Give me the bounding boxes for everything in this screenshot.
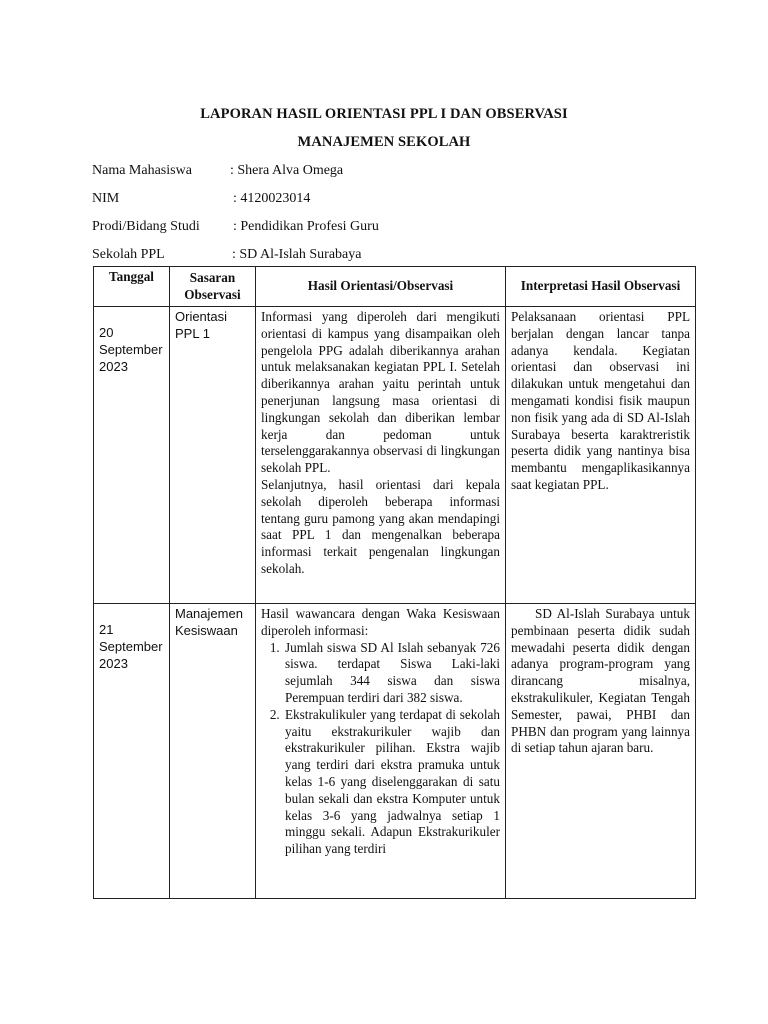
date-cell: 21 September 2023 xyxy=(94,604,170,899)
document-subtitle: MANAJEMEN SEKOLAH xyxy=(297,134,471,150)
sasaran-cell: Orientasi PPL 1 xyxy=(170,307,256,604)
hasil-cell xyxy=(256,307,506,604)
table-row xyxy=(94,604,696,899)
info-value: : Pendidikan Profesi Guru xyxy=(233,219,379,234)
hasil-list xyxy=(261,640,500,858)
list-item: 2. Ekstrakulikuler yang terdapat di sekolah yaitu ekstrakurikuler wajib dan ekstrakurikuler pilihan. Ekstra wajib yang terdiri dari ekstra pramuka untuk kelas 1-6 yang diselenggarakan di satu bulan sekali dan ekstra Komputer untuk kelas 3-6 yang jadwalnya setiap 1 minggu sekali. Adapun Ekstrakurikuler pilihan yang terdiri xyxy=(283,707,500,858)
header-hasil: Hasil Orientasi/Observasi xyxy=(256,267,506,307)
header-tanggal: Tanggal xyxy=(94,267,170,307)
table-row xyxy=(94,307,696,604)
info-label: Prodi/Bidang Studi xyxy=(92,219,200,234)
table-header-row xyxy=(94,267,696,307)
list-item: 1. Jumlah siswa SD Al Islah sebanyak 726 siswa. terdapat Siswa Laki-laki sejumlah 344 siswa dan siswa Perempuan terdiri dari 382 siswa. xyxy=(283,640,500,707)
info-label: Nama Mahasiswa xyxy=(92,163,192,178)
info-value: : Shera Alva Omega xyxy=(230,163,344,178)
hasil-paragraph: Informasi yang diperoleh dari mengikuti orientasi di kampus yang disampaikan oleh pengelola PPG adalah diberikannya arahan untuk melaksanakan kegiatan PPL I. Setelah diberikannya arahan yaitu perintah untuk penerjunan langsung masa orientasi di lingkungan sekolah dan diberikan lembar kerja dan pedoman untuk terselenggarakannya observasi di lingkungan sekolah PPL. xyxy=(261,309,500,476)
hasil-cell xyxy=(256,604,506,899)
sasaran-cell: Manajemen Kesiswaan xyxy=(170,604,256,899)
report-table xyxy=(93,266,696,899)
interpretasi-cell: SD Al-Islah Surabaya untuk pembinaan peserta didik sudah mewadahi peserta didik dengan adanya program-program yang dirancang misalnya, ekstrakulikuler, Kegiatan Tengah Semester, pawai, PHBI dan PHBN dan program yang lainnya di setiap tahun ajaran baru. xyxy=(506,604,696,899)
info-label: Sekolah PPL xyxy=(92,247,165,262)
date-cell: 20 September 2023 xyxy=(94,307,170,604)
header-interpretasi: Interpretasi Hasil Observasi xyxy=(506,267,696,307)
document-title: LAPORAN HASIL ORIENTASI PPL I DAN OBSERVASI xyxy=(200,106,568,122)
info-value: : SD Al-Islah Surabaya xyxy=(232,247,362,262)
hasil-intro: Hasil wawancara dengan Waka Kesiswaan diperoleh informasi: xyxy=(261,606,500,638)
header-sasaran: Sasaran Observasi xyxy=(170,267,256,307)
hasil-paragraph: Selanjutnya, hasil orientasi dari kepala sekolah diperoleh beberapa informasi tentang guru pamong yang akan mendapingi saat PPL 1 dan mengenalkan beberapa informasi terkait pengenalan lingkungan sekolah. xyxy=(261,476,500,576)
info-label: NIM xyxy=(92,191,120,206)
interpretasi-cell: Pelaksanaan orientasi PPL berjalan dengan lancar tanpa adanya kendala. Kegiatan orientasi dan observasi ini dilakukan untuk mengetahui dan mengamati kondisi fisik maupun non fisik yang ada di SD Al-Islah Surabaya beserta karaktreristik peserta didik yang nantinya bisa membantu mengaplikasikannya saat kegiatan PPL. xyxy=(506,307,696,604)
info-value: : 4120023014 xyxy=(233,191,311,206)
